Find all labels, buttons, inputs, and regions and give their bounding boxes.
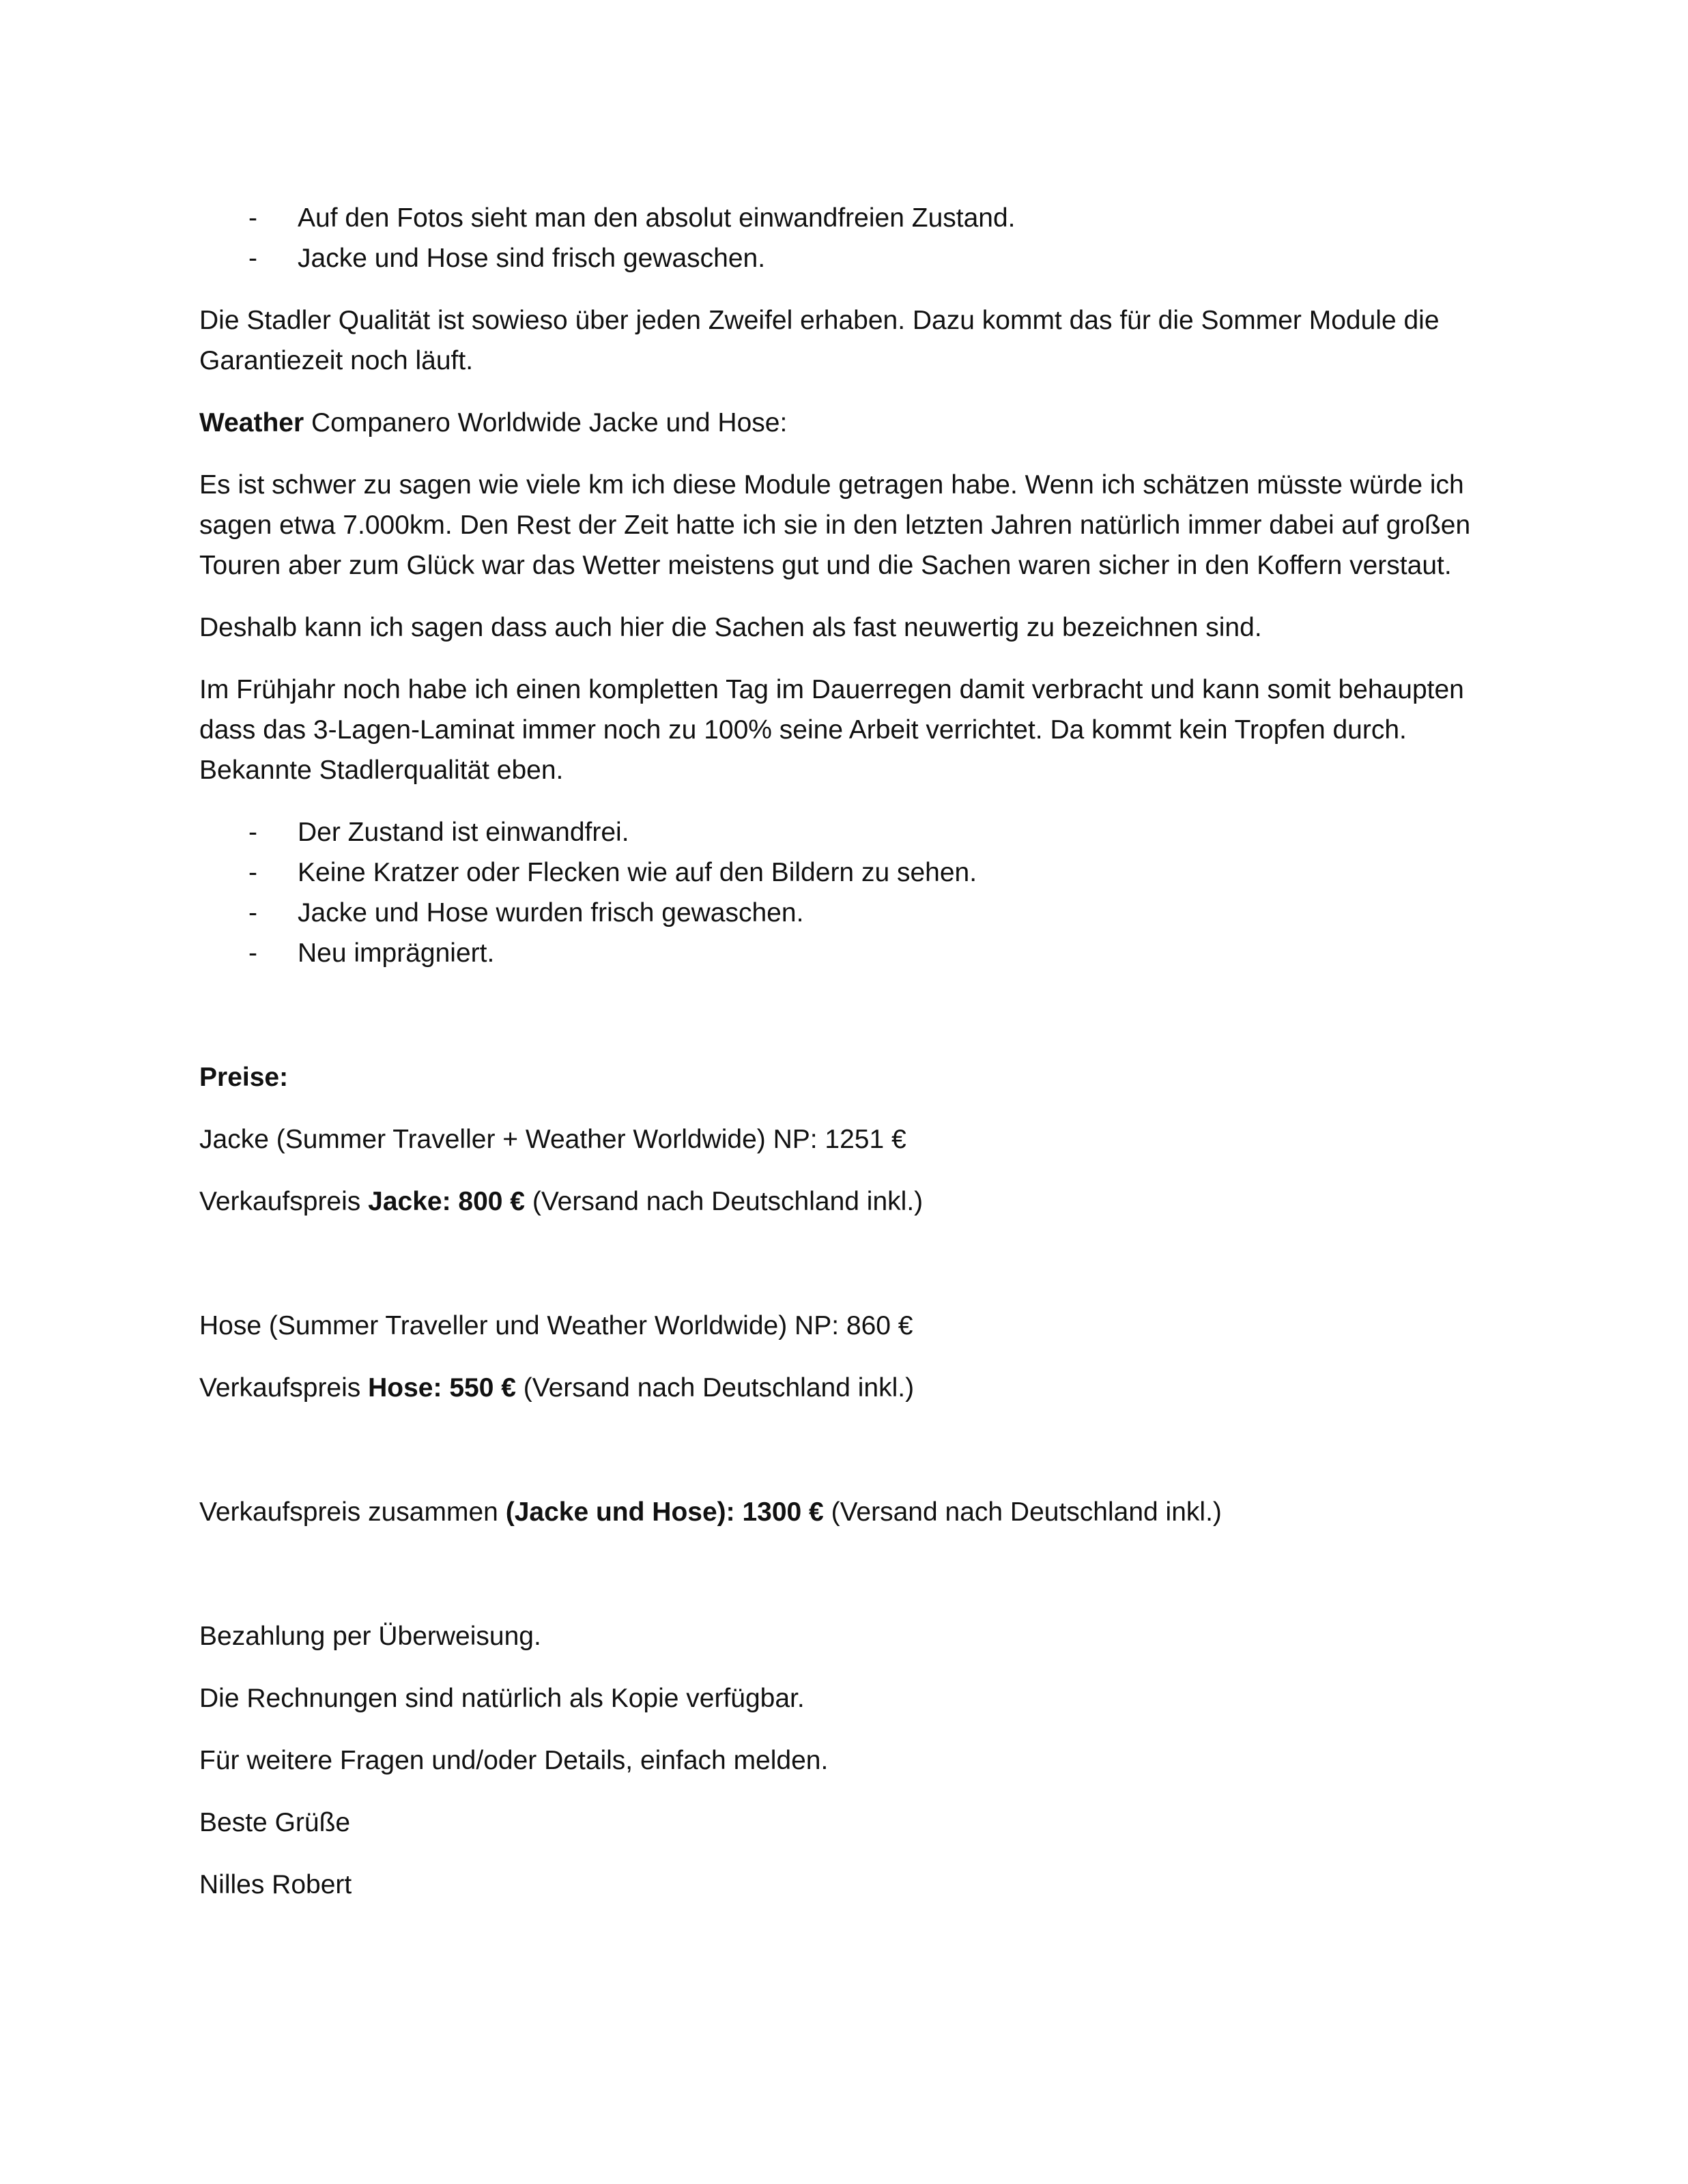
weather-heading-bold: Weather	[199, 408, 304, 437]
list-item-text: Auf den Fotos sieht man den absolut einwandfreien Zustand.	[298, 203, 1016, 233]
list-item	[199, 238, 1496, 278]
prices-heading	[199, 1057, 1496, 1097]
sale-price-amount: Hose: 550 €	[368, 1373, 516, 1403]
contact-note: Für weitere Fragen und/oder Details, einfach melden.	[199, 1746, 829, 1775]
list-dash: -	[248, 858, 257, 887]
list-dash: -	[248, 203, 257, 233]
signature-name: Nilles Robert	[199, 1870, 352, 1899]
sale-price-prefix: Verkaufspreis zusammen	[199, 1497, 506, 1527]
sale-price-shipping-note: (Versand nach Deutschland inkl.)	[823, 1497, 1222, 1527]
list-item-text: Der Zustand ist einwandfrei.	[298, 818, 629, 847]
list-item-text: Neu imprägniert.	[298, 938, 495, 968]
list-dash: -	[248, 898, 257, 928]
prices-heading-text: Preise:	[199, 1063, 289, 1092]
jacket-sale-price	[199, 1181, 1496, 1222]
list-dash: -	[248, 244, 257, 273]
jacket-new-price: Jacke (Summer Traveller + Weather Worldwide) NP: 1251 €	[199, 1125, 906, 1154]
stadler-quality-paragraph: Die Stadler Qualität ist sowieso über jeden Zweifel erhaben. Dazu kommt das für die Sommer Module die Garantiezeit noch läuft.	[199, 306, 1440, 375]
sale-price-shipping-note: (Versand nach Deutschland inkl.)	[515, 1373, 915, 1403]
sale-price-shipping-note: (Versand nach Deutschland inkl.)	[525, 1187, 924, 1216]
list-item	[199, 933, 1496, 973]
sale-price-amount: Jacke: 800 €	[368, 1187, 525, 1216]
weather-section-heading	[199, 403, 1496, 443]
trousers-sale-price	[199, 1368, 1496, 1408]
rain-test-paragraph: Im Frühjahr noch habe ich einen kompletten Tag im Dauerregen damit verbracht und kann somit behaupten dass das 3-Lagen-Laminat immer noch zu 100% seine Arbeit verrichtet. Da kommt kein Tropfen durch. Bekannte Stadlerqualität eben.	[199, 675, 1464, 785]
condition-summary-paragraph: Deshalb kann ich sagen dass auch hier die Sachen als fast neuwertig zu bezeichnen sind.	[199, 613, 1262, 642]
sale-price-prefix: Verkaufspreis	[199, 1187, 369, 1216]
list-item	[199, 198, 1496, 238]
trousers-new-price: Hose (Summer Traveller und Weather Worldwide) NP: 860 €	[199, 1311, 913, 1340]
invoice-note: Die Rechnungen sind natürlich als Kopie verfügbar.	[199, 1684, 805, 1713]
payment-method: Bezahlung per Überweisung.	[199, 1622, 541, 1651]
list-dash: -	[248, 818, 257, 847]
condition-list-weather	[199, 812, 1496, 973]
list-item	[199, 852, 1496, 893]
list-item	[199, 893, 1496, 933]
sale-price-amount: (Jacke und Hose): 1300 €	[505, 1497, 824, 1527]
sale-price-prefix: Verkaufspreis	[199, 1373, 369, 1403]
list-item-text: Jacke und Hose sind frisch gewaschen.	[298, 244, 766, 273]
weather-heading-rest: Companero Worldwide Jacke und Hose:	[304, 408, 788, 437]
list-item	[199, 812, 1496, 852]
list-item-text: Jacke und Hose wurden frisch gewaschen.	[298, 898, 804, 928]
list-dash: -	[248, 938, 257, 968]
document-page	[199, 198, 1496, 1905]
condition-list-summer	[199, 198, 1496, 278]
greeting: Beste Grüße	[199, 1808, 351, 1837]
bundle-sale-price	[199, 1492, 1496, 1532]
usage-paragraph: Es ist schwer zu sagen wie viele km ich diese Module getragen habe. Wenn ich schätzen müsste würde ich sagen etwa 7.000km. Den Rest der Zeit hatte ich sie in den letzten Jahren natürlich immer dabei auf großen Touren aber zum Glück war das Wetter meistens gut und die Sachen waren sicher in den Koffern verstaut.	[199, 470, 1471, 580]
list-item-text: Keine Kratzer oder Flecken wie auf den Bildern zu sehen.	[298, 858, 977, 887]
